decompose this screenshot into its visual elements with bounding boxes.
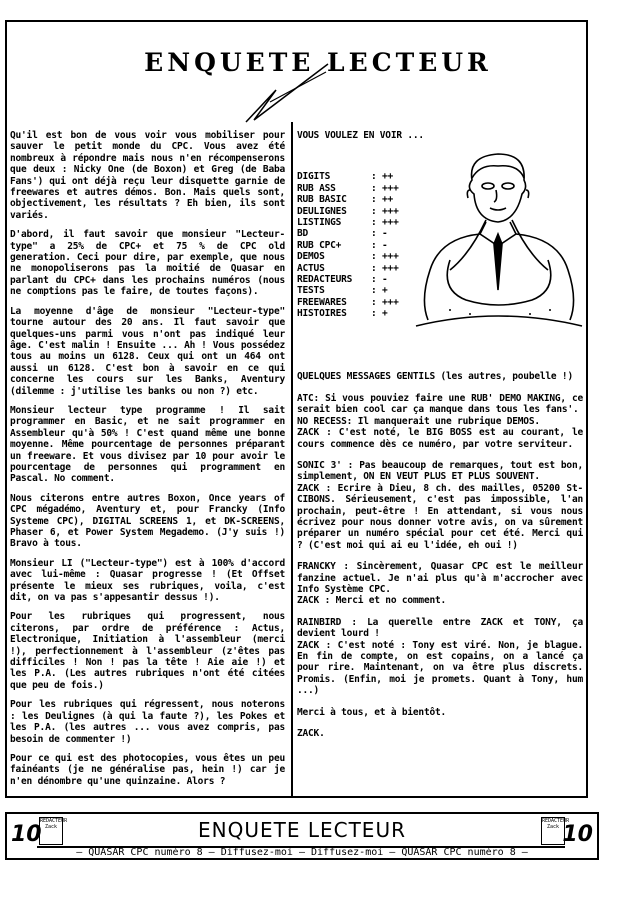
rating-row	[297, 194, 583, 205]
reader-messages	[297, 371, 583, 739]
rating-label: DEULIGNES	[297, 205, 347, 217]
article-right-column	[297, 130, 583, 749]
rating-label: ACTUS	[297, 262, 325, 274]
closing-line: Merci à tous, et à bientôt.	[297, 706, 447, 718]
ratings-heading: VOUS VOULEZ EN VOIR ...	[297, 130, 424, 141]
paragraph: Qu'il est bon de vous voir vous mobiliser pour sauver le petit monde du CPC. Vous avez été nombreux à répondre mais nous n'en récompenserons que deux : Nicky One (de Boxon) et Greg (de Baba Fans') qui ont déjà reçu leur disquette garnie de freewares et autres démos. Bon. Mais quels sont, objectivement, les résultats ? Eh bien, ils sont variés.	[10, 130, 285, 221]
rating-value: : -	[371, 228, 388, 240]
message: FRANCKY : Sincèrement, Quasar CPC est le meilleur fanzine actuel. Je n'ai plus qu'à m'accrocher avec Info Système CPC. ZACK : Merci et no comment.	[297, 561, 583, 607]
rating-label: FREEWARES	[297, 296, 347, 308]
rating-row	[297, 183, 583, 194]
rating-value: : +++	[371, 251, 399, 263]
rating-value: : +++	[371, 296, 399, 308]
message: SONIC 3' : Pas beaucoup de remarques, tout est bon, simplement, ON EN VEUT PLUS ET PLUS SOUVENT. ZACK : Ecrire à Dieu, 8 ch. des mailles, 05200 St-CIBONS. Sérieusement, c'est pas impossible, l'an prochain, peut-être ! En attendant, si vous nous écrivez pour nous donner votre avis, on va sûrement préparer un numéro spécial pour cet été. Merci qui ? (C'est moi qui ai eu l'idée, eh oui !)	[297, 459, 583, 551]
paragraph: Nous citerons entre autres Boxon, Once years of CPC mégadémo, Aventury et, pour Francky (Info Systeme CPC), DIGITAL SCREENS 1, et DK-SCREENS, Phaser 6, et Power System Megademo. (J'y suis !) Bravo à tous.	[10, 492, 285, 550]
message: RAINBIRD : La querelle entre ZACK et TONY, ça devient lourd ! ZACK : C'est noté : Tony est viré. Non, je blague. En fin de compte, on est copains, on a lancé ça pour rire. Maintenant, on va être plus discrets. Promis. (Enfin, moi je promets. Quant à Tony, hum ...)	[297, 616, 583, 697]
badge-heading: REDACTEUR	[40, 818, 68, 824]
rating-label: BD	[297, 228, 309, 240]
rating-label: RUB ASS	[297, 182, 336, 194]
badge-author: Zack	[44, 824, 58, 830]
rating-value: : +++	[371, 216, 399, 228]
rating-label: RUB CPC+	[297, 239, 342, 251]
paragraph: Pour les rubriques qui progressent, nous citerons, par ordre de préférence : Actus, Electronique, Initiation à l'assembleur (merci !), perfectionnement à l'assembleur (z'êtes pas difficiles ! Non ! pas la tête ! Aie aie !) et les P.A. (Les autres rubriques n'ont été citées que peu de fois.)	[10, 611, 285, 691]
rating-row	[297, 217, 583, 228]
page-number-right: 10	[562, 822, 593, 847]
rating-row	[297, 240, 583, 251]
footer-title: ENQUETE LECTEUR	[198, 818, 406, 842]
rating-label: LISTINGS	[297, 216, 342, 228]
ratings-list	[297, 171, 583, 319]
rating-value: : +++	[371, 205, 399, 217]
rating-label: DEMOS	[297, 251, 325, 263]
rating-label: DIGITS	[297, 171, 331, 183]
paragraph: La moyenne d'âge de monsieur "Lecteur-type" tourne autour des 20 ans. Il faut savoir que quelques-uns parmi vous n'ont pas indiqué leur âge. C'est malin ! Ensuite ... Ah ! Vous possédez tous au moins un 6128. Ceux qui ont un 464 ont aussi un 6128. C'est bon à savoir en ce qui concerne les cours sur les Banks, Aventury (dilemme : j'utilise les banks ou non ?) etc.	[10, 305, 285, 397]
rating-value: : +++	[371, 262, 399, 274]
rating-value: : +++	[371, 182, 399, 194]
rating-row	[297, 308, 583, 319]
rating-row	[297, 171, 583, 182]
rating-value: : -	[371, 273, 388, 285]
rating-row	[297, 251, 583, 262]
page-footer	[5, 812, 599, 860]
signature: ZACK.	[297, 728, 325, 740]
rating-value: : +	[371, 285, 388, 297]
speech-pointer	[240, 62, 330, 124]
messages-heading: QUELQUES MESSAGES GENTILS (les autres, poubelle !)	[297, 371, 573, 383]
rating-value: : ++	[371, 171, 394, 183]
message: ATC: Si vous pouviez faire une RUB' DEMO MAKING, ce serait bien cool car ça manque dans tous les fans'. NO RECESS: Il manquerait une rubrique DEMOS. ZACK : C'est noté, le BIG BOSS est au courant, le cours commence dès ce numéro, par votre serviteur.	[297, 392, 583, 450]
rating-row	[297, 206, 583, 217]
rating-row	[297, 263, 583, 274]
redacteur-badge-left	[39, 817, 68, 845]
page-title: ENQUETE LECTEUR	[144, 48, 492, 77]
page-number-left: 10	[11, 822, 42, 847]
rating-value: : +	[371, 308, 388, 320]
rating-row	[297, 285, 583, 296]
rating-row	[297, 274, 583, 285]
paragraph: Pour ce qui est des photocopies, vous êtes un peu fainéants (je ne généralise pas, hein !) car je n'en dénombre qu'une quinzaine. Alors ?	[10, 752, 285, 787]
badge-author: Zack	[546, 824, 560, 830]
rating-label: REDACTEURS	[297, 273, 353, 285]
paragraph: Monsieur LI ("Lecteur-type") est à 100% d'accord avec lui-même : Quasar progresse ! (Et Offset présente le mieux ses rubriques, voila, c'est dit, on va pas s'appesantir dessus !).	[10, 557, 285, 604]
rating-label: TESTS	[297, 285, 325, 297]
rating-row	[297, 297, 583, 308]
rating-value: : -	[371, 239, 388, 251]
column-divider	[291, 122, 293, 798]
paragraph: Monsieur lecteur type programme ! Il sait programmer en Basic, et ne sait programmer en Assembleur qu'à 50% ! C'est quand même une bonne moyenne. Même pourcentage de personnes préparant un freeware. Et vous divisez par 10 pour avoir le pourcentage de personnes qui programment en Pascal. No comment.	[10, 404, 285, 485]
rating-label: RUB BASIC	[297, 194, 347, 206]
paragraph: D'abord, il faut savoir que monsieur "Lecteur-type" a 25% de CPC+ et 75 % de CPC old generation. Ceci pour dire, par exemple, que nous ne monopoliserons pas la moitié de Quasar en parlant du CPC+ dans les prochains numéros (nous ne comptions pas le faire, de toutes façons).	[10, 229, 285, 298]
rating-value: : ++	[371, 194, 394, 206]
footer-tagline: — QUASAR CPC numéro 8 — Diffusez-moi — Diffusez-moi — QUASAR CPC numéro 8 —	[76, 847, 528, 858]
rating-label: HISTOIRES	[297, 308, 347, 320]
badge-heading: REDACTEUR	[542, 818, 570, 824]
rating-row	[297, 228, 583, 239]
article-left-column	[10, 130, 285, 795]
paragraph: Pour les rubriques qui régressent, nous noterons : les Deulignes (à qui la faute ?), les Pokes et les P.A. (les autres ... vous avez compris, pas besoin de commenter !)	[10, 699, 285, 745]
